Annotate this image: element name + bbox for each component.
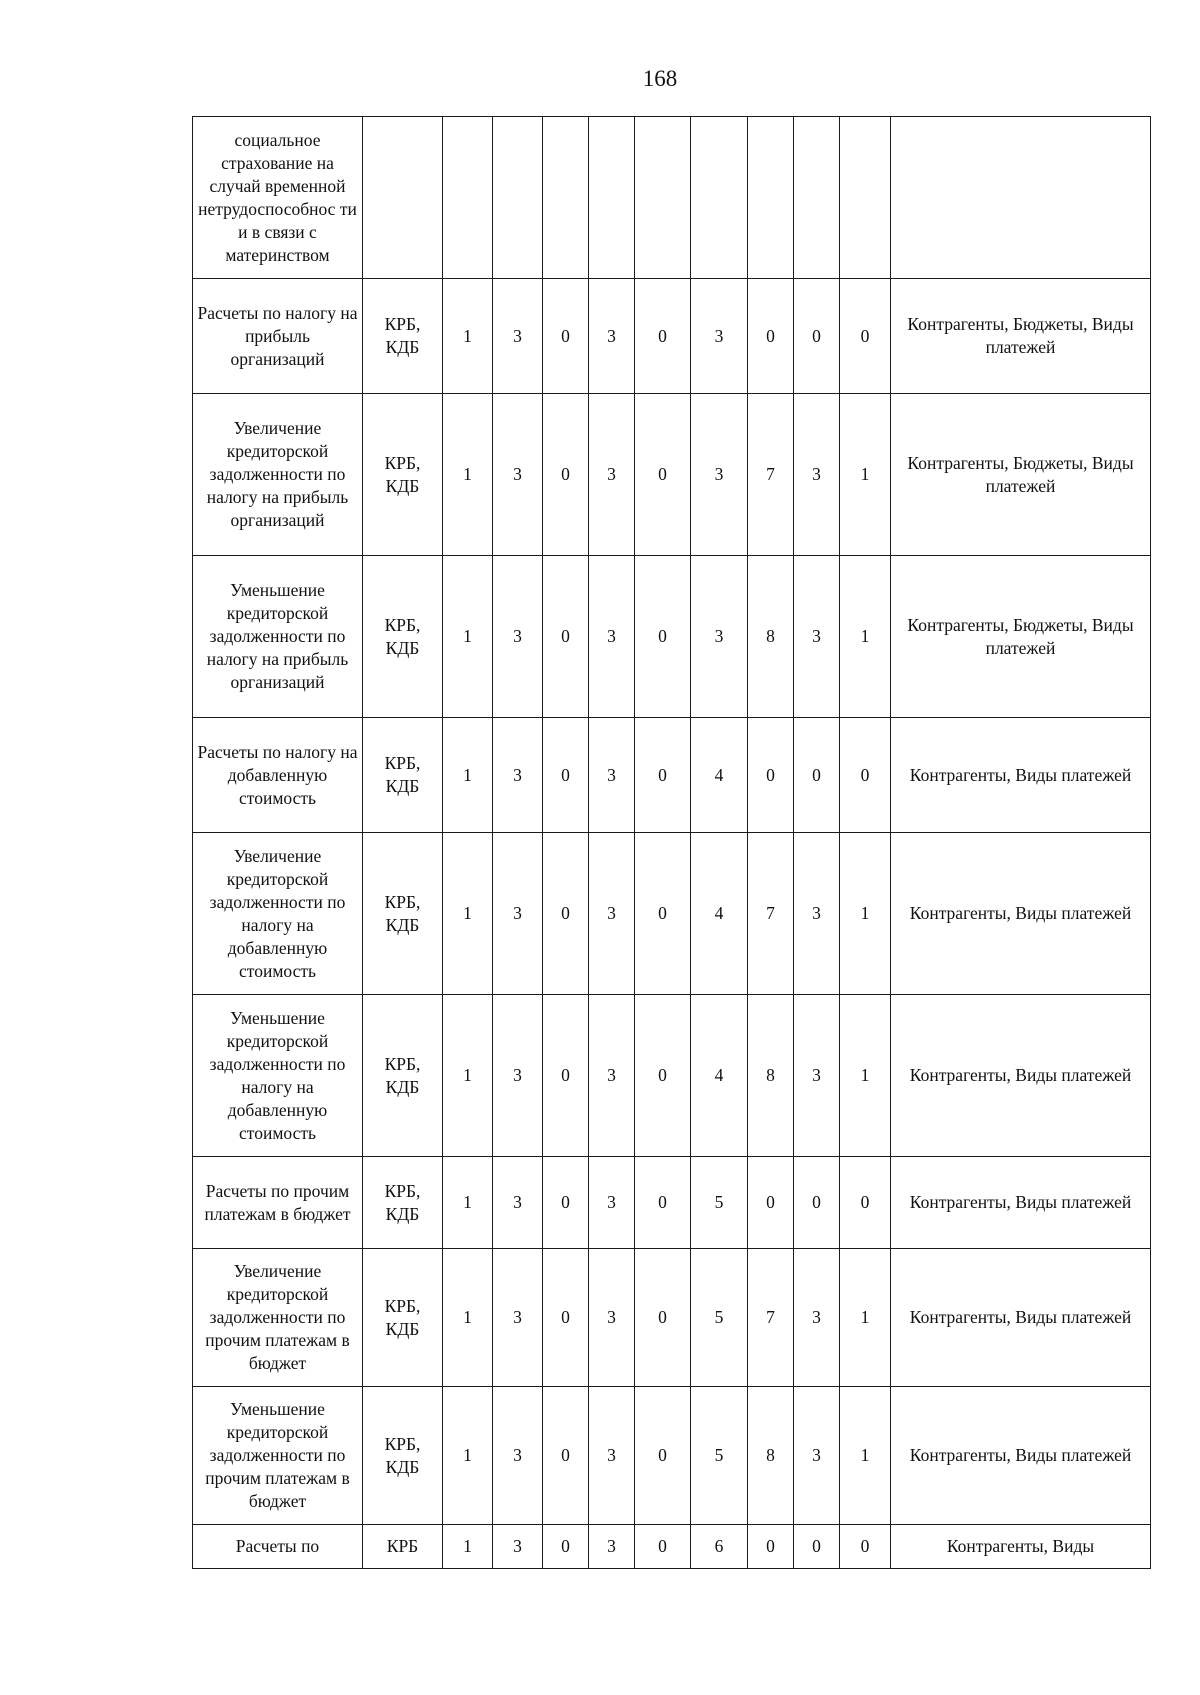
- account-digit-cell: 3: [493, 279, 543, 394]
- account-digit-cell: 0: [748, 718, 794, 833]
- account-digit-cell: 0: [840, 279, 891, 394]
- account-digit-cell: 0: [748, 279, 794, 394]
- account-digit-cell: 3: [493, 1249, 543, 1387]
- table-row: [193, 1157, 1151, 1249]
- account-digit-cell: 0: [635, 1525, 691, 1569]
- table-row: [193, 1525, 1151, 1569]
- account-digit-cell: [493, 117, 543, 279]
- analytics-cell: Контрагенты, Виды платежей: [891, 1157, 1151, 1249]
- account-digit-cell: 3: [589, 1525, 635, 1569]
- account-digit-cell: 0: [840, 1525, 891, 1569]
- account-digit-cell: [691, 117, 748, 279]
- account-digit-cell: 4: [691, 718, 748, 833]
- account-digit-cell: 5: [691, 1387, 748, 1525]
- budget-type-cell: КРБ, КДБ: [363, 833, 443, 995]
- account-digit-cell: 0: [635, 718, 691, 833]
- account-digit-cell: 0: [635, 995, 691, 1157]
- account-digit-cell: 0: [794, 1157, 840, 1249]
- account-name-cell: Увеличение кредиторской задолженности по прочим платежам в бюджет: [193, 1249, 363, 1387]
- account-digit-cell: 1: [443, 1157, 493, 1249]
- account-digit-cell: 7: [748, 1249, 794, 1387]
- table-row: [193, 556, 1151, 718]
- account-digit-cell: 1: [840, 995, 891, 1157]
- account-digit-cell: 3: [589, 718, 635, 833]
- account-digit-cell: 8: [748, 995, 794, 1157]
- account-name-cell: Уменьшение кредиторской задолженности по прочим платежам в бюджет: [193, 1387, 363, 1525]
- account-digit-cell: 0: [794, 279, 840, 394]
- account-digit-cell: 0: [635, 833, 691, 995]
- table-row: [193, 394, 1151, 556]
- account-digit-cell: 3: [493, 394, 543, 556]
- account-digit-cell: 0: [635, 1157, 691, 1249]
- account-digit-cell: 0: [635, 556, 691, 718]
- account-digit-cell: 1: [443, 279, 493, 394]
- account-digit-cell: 6: [691, 1525, 748, 1569]
- budget-type-cell: КРБ, КДБ: [363, 279, 443, 394]
- account-digit-cell: 0: [635, 279, 691, 394]
- account-digit-cell: 3: [589, 1387, 635, 1525]
- account-digit-cell: 1: [840, 394, 891, 556]
- analytics-cell: Контрагенты, Бюджеты, Виды платежей: [891, 394, 1151, 556]
- account-digit-cell: 3: [493, 833, 543, 995]
- account-digit-cell: 0: [748, 1525, 794, 1569]
- table-row: [193, 995, 1151, 1157]
- account-digit-cell: [443, 117, 493, 279]
- table-row: [193, 279, 1151, 394]
- account-digit-cell: 0: [635, 1249, 691, 1387]
- accounts-table: [192, 116, 1151, 1569]
- account-digit-cell: 3: [589, 833, 635, 995]
- account-digit-cell: 0: [794, 718, 840, 833]
- account-name-cell: Расчеты по налогу на прибыль организаций: [193, 279, 363, 394]
- account-digit-cell: 0: [543, 1157, 589, 1249]
- account-digit-cell: 3: [493, 1157, 543, 1249]
- account-digit-cell: 3: [794, 833, 840, 995]
- account-digit-cell: 0: [543, 556, 589, 718]
- account-digit-cell: [840, 117, 891, 279]
- account-digit-cell: 3: [493, 1387, 543, 1525]
- account-digit-cell: 1: [840, 556, 891, 718]
- account-digit-cell: 3: [493, 995, 543, 1157]
- account-digit-cell: 0: [543, 833, 589, 995]
- analytics-cell: Контрагенты, Бюджеты, Виды платежей: [891, 279, 1151, 394]
- analytics-cell: Контрагенты, Виды платежей: [891, 718, 1151, 833]
- account-digit-cell: [635, 117, 691, 279]
- account-digit-cell: 3: [589, 394, 635, 556]
- account-digit-cell: 0: [543, 1249, 589, 1387]
- account-digit-cell: 0: [748, 1157, 794, 1249]
- account-name-cell: Уменьшение кредиторской задолженности по налогу на добавленную стоимость: [193, 995, 363, 1157]
- account-name-cell: Увеличение кредиторской задолженности по налогу на добавленную стоимость: [193, 833, 363, 995]
- account-name-cell: Увеличение кредиторской задолженности по налогу на прибыль организаций: [193, 394, 363, 556]
- budget-type-cell: КРБ, КДБ: [363, 718, 443, 833]
- analytics-cell: Контрагенты, Виды: [891, 1525, 1151, 1569]
- account-digit-cell: 5: [691, 1157, 748, 1249]
- account-digit-cell: 0: [543, 995, 589, 1157]
- account-digit-cell: 1: [840, 1249, 891, 1387]
- account-digit-cell: 3: [794, 1249, 840, 1387]
- account-digit-cell: 0: [543, 394, 589, 556]
- account-digit-cell: 3: [589, 1249, 635, 1387]
- account-digit-cell: 1: [443, 718, 493, 833]
- account-digit-cell: 1: [443, 1525, 493, 1569]
- budget-type-cell: КРБ, КДБ: [363, 394, 443, 556]
- account-digit-cell: 0: [635, 394, 691, 556]
- account-name-cell: Уменьшение кредиторской задолженности по налогу на прибыль организаций: [193, 556, 363, 718]
- budget-type-cell: КРБ, КДБ: [363, 995, 443, 1157]
- account-digit-cell: 1: [443, 556, 493, 718]
- account-digit-cell: 0: [543, 718, 589, 833]
- account-digit-cell: 3: [589, 556, 635, 718]
- account-digit-cell: 3: [794, 1387, 840, 1525]
- account-name-cell: Расчеты по: [193, 1525, 363, 1569]
- account-digit-cell: 7: [748, 833, 794, 995]
- account-digit-cell: 3: [589, 1157, 635, 1249]
- page-number: 168: [642, 66, 678, 91]
- account-digit-cell: 1: [840, 833, 891, 995]
- budget-type-cell: КРБ, КДБ: [363, 1157, 443, 1249]
- analytics-cell: [891, 117, 1151, 279]
- account-digit-cell: 8: [748, 556, 794, 718]
- account-digit-cell: 3: [493, 718, 543, 833]
- analytics-cell: Контрагенты, Виды платежей: [891, 995, 1151, 1157]
- budget-type-cell: КРБ: [363, 1525, 443, 1569]
- account-digit-cell: 1: [443, 995, 493, 1157]
- account-digit-cell: 1: [443, 833, 493, 995]
- account-digit-cell: 0: [840, 718, 891, 833]
- account-digit-cell: [543, 117, 589, 279]
- account-digit-cell: 3: [589, 279, 635, 394]
- account-digit-cell: 0: [635, 1387, 691, 1525]
- account-digit-cell: 1: [443, 394, 493, 556]
- analytics-cell: Контрагенты, Виды платежей: [891, 833, 1151, 995]
- budget-type-cell: КРБ, КДБ: [363, 556, 443, 718]
- account-digit-cell: 1: [840, 1387, 891, 1525]
- account-name-cell: социальное страхование на случай временной нетрудоспособнос ти и в связи с материнством: [193, 117, 363, 279]
- account-digit-cell: [589, 117, 635, 279]
- table-row: [193, 1387, 1151, 1525]
- account-digit-cell: 0: [543, 279, 589, 394]
- account-name-cell: Расчеты по прочим платежам в бюджет: [193, 1157, 363, 1249]
- account-digit-cell: 4: [691, 833, 748, 995]
- account-digit-cell: 5: [691, 1249, 748, 1387]
- account-digit-cell: 0: [543, 1387, 589, 1525]
- account-digit-cell: 3: [794, 556, 840, 718]
- account-digit-cell: 0: [840, 1157, 891, 1249]
- analytics-cell: Контрагенты, Виды платежей: [891, 1249, 1151, 1387]
- table-row: [193, 718, 1151, 833]
- budget-type-cell: КРБ, КДБ: [363, 1249, 443, 1387]
- account-digit-cell: [794, 117, 840, 279]
- account-digit-cell: 7: [748, 394, 794, 556]
- analytics-cell: Контрагенты, Виды платежей: [891, 1387, 1151, 1525]
- account-digit-cell: 3: [691, 279, 748, 394]
- account-name-cell: Расчеты по налогу на добавленную стоимость: [193, 718, 363, 833]
- account-digit-cell: 3: [493, 1525, 543, 1569]
- account-digit-cell: 1: [443, 1249, 493, 1387]
- account-digit-cell: 0: [794, 1525, 840, 1569]
- account-digit-cell: 3: [691, 556, 748, 718]
- analytics-cell: Контрагенты, Бюджеты, Виды платежей: [891, 556, 1151, 718]
- table-row: [193, 117, 1151, 279]
- account-digit-cell: 3: [493, 556, 543, 718]
- table-row: [193, 833, 1151, 995]
- account-digit-cell: 3: [794, 394, 840, 556]
- account-digit-cell: 1: [443, 1387, 493, 1525]
- account-digit-cell: 3: [589, 995, 635, 1157]
- budget-type-cell: [363, 117, 443, 279]
- account-digit-cell: 3: [794, 995, 840, 1157]
- budget-type-cell: КРБ, КДБ: [363, 1387, 443, 1525]
- account-digit-cell: 8: [748, 1387, 794, 1525]
- account-digit-cell: 0: [543, 1525, 589, 1569]
- table-row: [193, 1249, 1151, 1387]
- account-digit-cell: [748, 117, 794, 279]
- account-digit-cell: 3: [691, 394, 748, 556]
- account-digit-cell: 4: [691, 995, 748, 1157]
